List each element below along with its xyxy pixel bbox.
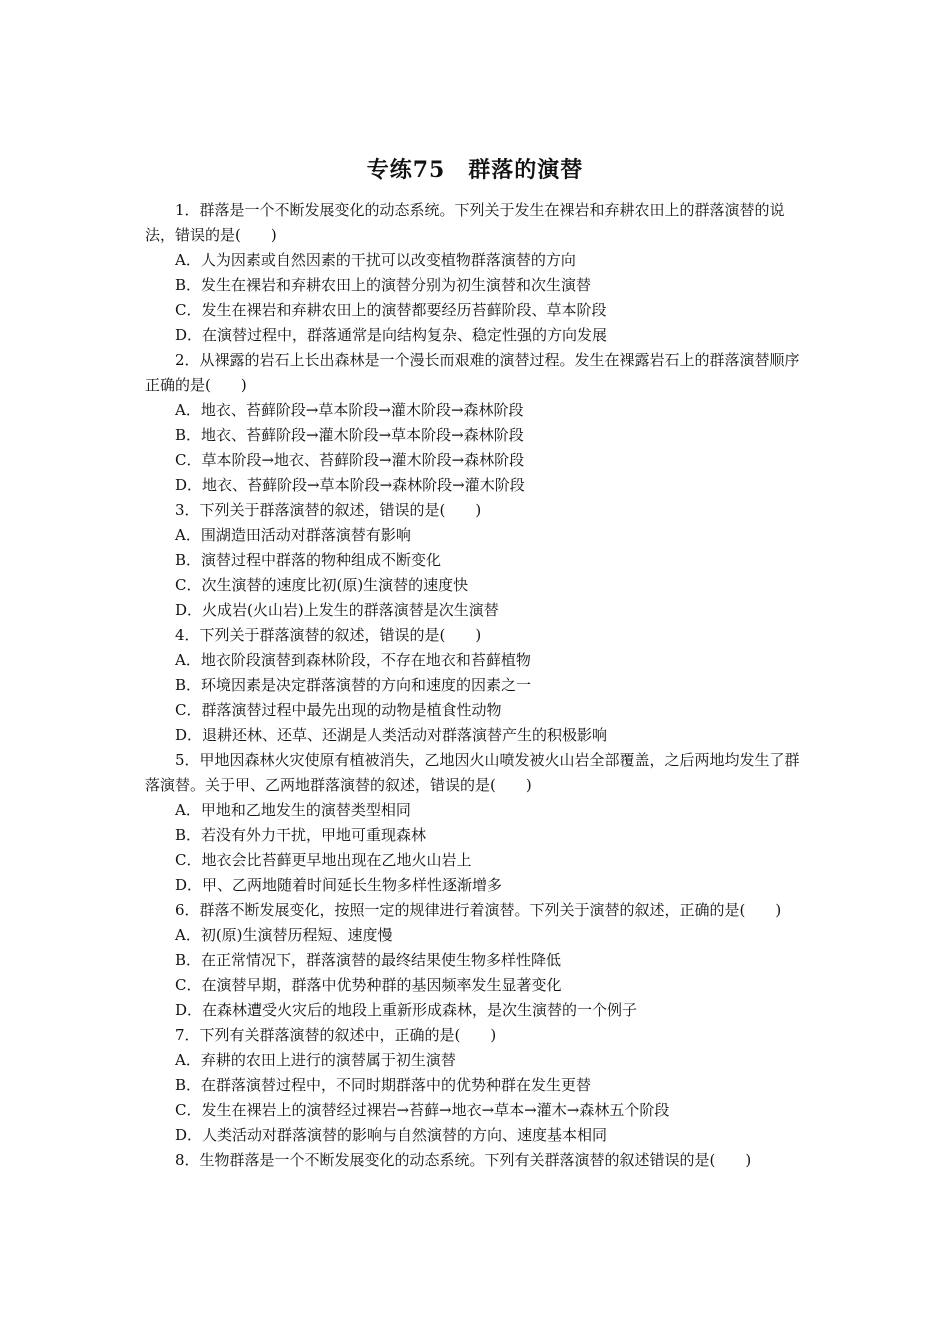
option-c: C．发生在裸岩上的演替经过裸岩→苔藓→地衣→草本→灌木→森林五个阶段: [175, 1101, 670, 1119]
option-b: B．若没有外力干扰，甲地可重现森林: [175, 826, 427, 844]
option-b: B．在正常情况下，群落演替的最终结果使生物多样性降低: [175, 951, 562, 969]
option-d: D．火成岩(火山岩)上发生的群落演替是次生演替: [175, 601, 499, 619]
question-stem: 3．下列关于群落演替的叙述，错误的是( ): [175, 501, 482, 519]
option-c: C．地衣会比苔藓更早地出现在乙地火山岩上: [175, 851, 472, 869]
option-a: A．初(原)生演替历程短、速度慢: [175, 926, 393, 944]
option-b: B．演替过程中群落的物种组成不断变化: [175, 551, 442, 569]
question-stem: 6．群落不断发展变化，按照一定的规律进行着演替。下列关于演替的叙述，正确的是( ): [175, 901, 782, 919]
question-2: [145, 348, 810, 498]
question-8: [145, 1148, 810, 1173]
option-c: C．次生演替的速度比初(原)生演替的速度快: [175, 576, 469, 594]
option-a: A．围湖造田活动对群落演替有影响: [175, 526, 411, 544]
option-a: A．人为因素或自然因素的干扰可以改变植物群落演替的方向: [175, 251, 576, 269]
option-d: D．在演替过程中，群落通常是向结构复杂、稳定性强的方向发展: [175, 326, 608, 344]
option-a: A．地衣、苔藓阶段→草本阶段→灌木阶段→森林阶段: [175, 401, 524, 419]
option-c: C．在演替早期，群落中优势种群的基因频率发生显著变化: [175, 976, 562, 994]
question-stem: 4．下列关于群落演替的叙述，错误的是( ): [175, 626, 482, 644]
option-b: B．环境因素是决定群落演替的方向和速度的因素之一: [175, 676, 532, 694]
option-d: D．退耕还林、还草、还湖是人类活动对群落演替产生的积极影响: [175, 726, 608, 744]
question-7: [145, 1023, 810, 1148]
question-stem: 5．甲地因森林火灾使原有植被消失，乙地因火山喷发被火山岩全部覆盖，之后两地均发生了群落演替。关于甲、乙两地群落演替的叙述，错误的是( ): [145, 751, 800, 794]
option-c: C．群落演替过程中最先出现的动物是植食性动物: [175, 701, 502, 719]
question-stem: 1．群落是一个不断发展变化的动态系统。下列关于发生在裸岩和弃耕农田上的群落演替的说法，错误的是( ): [145, 201, 785, 244]
question-4: [145, 623, 810, 748]
question-1: [145, 198, 810, 348]
option-a: A．地衣阶段演替到森林阶段，不存在地衣和苔藓植物: [175, 651, 531, 669]
option-b: B．发生在裸岩和弃耕农田上的演替分别为初生演替和次生演替: [175, 276, 592, 294]
option-b: B．地衣、苔藓阶段→灌木阶段→草本阶段→森林阶段: [175, 426, 524, 444]
option-a: A．弃耕的农田上进行的演替属于初生演替: [175, 1051, 456, 1069]
option-b: B．在群落演替过程中，不同时期群落中的优势种群在发生更替: [175, 1076, 592, 1094]
question-stem: 8．生物群落是一个不断发展变化的动态系统。下列有关群落演替的叙述错误的是( ): [175, 1151, 752, 1169]
question-6: [145, 898, 810, 1023]
option-c: C．草本阶段→地衣、苔藓阶段→灌木阶段→森林阶段: [175, 451, 525, 469]
option-d: D．人类活动对群落演替的影响与自然演替的方向、速度基本相同: [175, 1126, 608, 1144]
option-d: D．地衣、苔藓阶段→草本阶段→森林阶段→灌木阶段: [175, 476, 525, 494]
question-stem: 2．从裸露的岩石上长出森林是一个漫长而艰难的演替过程。发生在裸露岩石上的群落演替顺序正确的是( ): [145, 351, 800, 394]
option-d: D．在森林遭受火灾后的地段上重新形成森林，是次生演替的一个例子: [175, 1001, 638, 1019]
question-3: [145, 498, 810, 623]
option-d: D．甲、乙两地随着时间延长生物多样性逐渐增多: [175, 876, 503, 894]
option-a: A．甲地和乙地发生的演替类型相同: [175, 801, 411, 819]
option-c: C．发生在裸岩和弃耕农田上的演替都要经历苔藓阶段、草本阶段: [175, 301, 607, 319]
question-5: [145, 748, 810, 898]
question-list: [145, 198, 810, 1173]
question-stem: 7．下列有关群落演替的叙述中，正确的是( ): [175, 1026, 497, 1044]
page-title: 专练75 群落的演替: [366, 157, 584, 183]
